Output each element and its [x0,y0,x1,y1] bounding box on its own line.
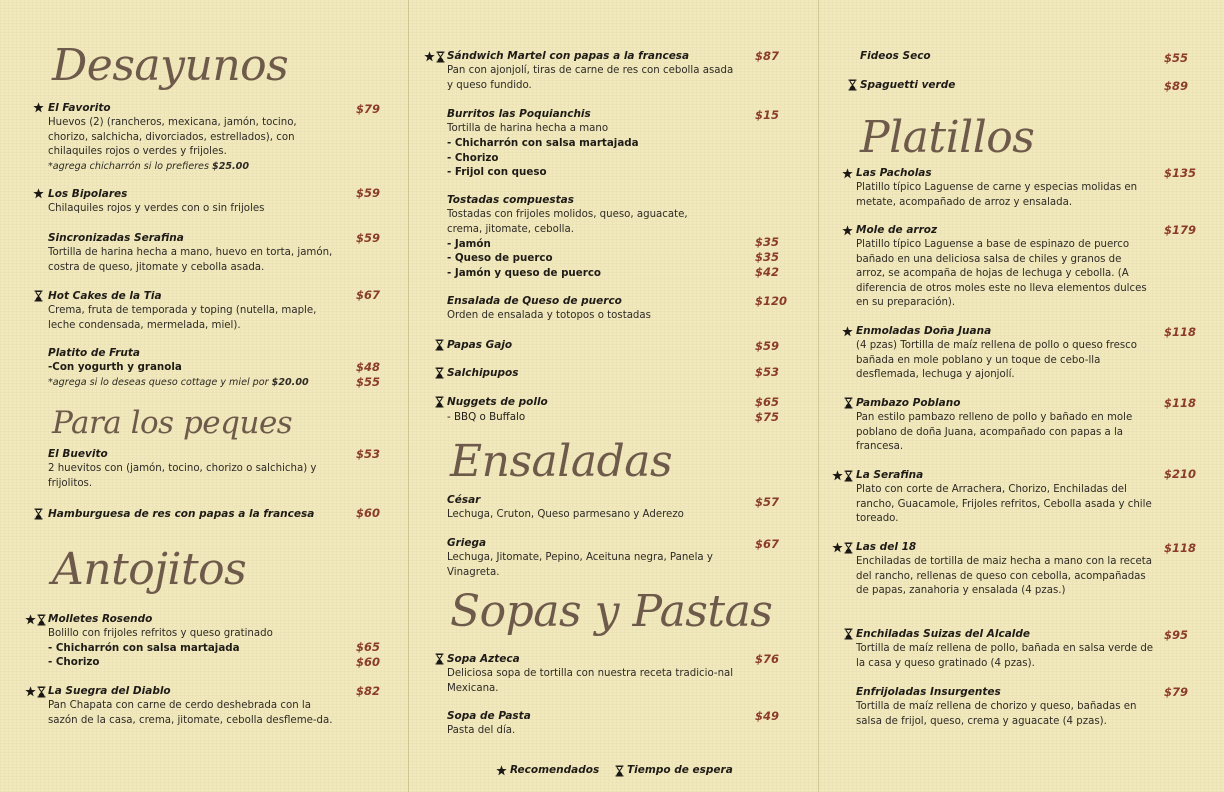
hourglass-icon [34,290,45,302]
item-description: Tortilla de harina hecha a mano [447,123,609,134]
item-price: $179 [1164,223,1197,237]
item-price: $89 [1164,79,1189,93]
item-price: $35 [755,235,780,249]
item-price: $42 [755,265,780,279]
star-icon [496,765,507,777]
item-price: $118 [1164,396,1197,410]
item-name-las-pacholas: Las Pacholas [856,167,932,179]
item-name-cesar: César [447,494,481,506]
item-price: $55 [1164,51,1189,65]
item-price: $67 [356,288,381,302]
item-name-spaguetti-verde: Spaguetti verde [860,79,956,91]
item-option: - Chicharrón con salsa martajada [447,137,639,149]
item-description: Pasta del día. [447,725,516,736]
item-name-pambazo-poblano: Pambazo Poblano [856,397,961,409]
item-name-hot-cakes: Hot Cakes de la Tia [48,290,162,302]
hourglass-icon [435,653,446,665]
item-option: - Jamón [447,238,491,250]
heading-platillos: Platillos [860,112,1035,163]
item-price: $60 [356,506,381,520]
item-description: Plato con corte de Arrachera, Chorizo, Enchiladas del rancho, Guacamole, Frijoles refritos, Cebolla asada y chile toreado. [856,484,1152,524]
hourglass-icon [37,614,48,626]
star-icon [25,686,36,698]
item-option: - Chorizo [48,656,100,668]
item-option: -Con yogurth y granola [48,361,182,373]
item-description: Chilaquiles rojos y verdes con o sin frijoles [48,203,265,214]
item-price: $79 [356,102,381,116]
item-price: $55 [356,375,381,389]
item-name-mole-de-arroz: Mole de arroz [856,224,938,236]
heading-ensaladas: Ensaladas [450,436,673,487]
item-price: $53 [755,365,780,379]
item-price: $75 [755,410,780,424]
fold-line-right [818,0,819,792]
item-name-papas-gajo: Papas Gajo [447,339,513,351]
item-option: - Frijol con queso [447,166,547,178]
hourglass-icon [844,628,855,640]
item-name-tostadas: Tostadas compuestas [447,194,574,206]
item-description: (4 pzas) Tortilla de maíz rellena de pollo o queso fresco bañada en mole poblano y un toque de cebo-lla desflemada, lechuga y ajonjolí. [856,340,1138,380]
item-price: $82 [356,684,381,698]
item-name-enfrijoladas: Enfrijoladas Insurgentes [856,686,1001,698]
item-name-la-serafina: La Serafina [856,469,924,481]
note-price: $25.00 [212,161,250,172]
item-name-la-suegra-del-diablo: La Suegra del Diablo [48,685,171,697]
item-price: $49 [755,709,780,723]
legend-recomendados: Recomendados [510,764,600,776]
item-description: Lechuga, Jitomate, Pepino, Aceituna negra, Panela y Vinagreta. [447,552,713,578]
item-name-hamburguesa: Hamburguesa de res con papas a la francesa [48,508,315,520]
item-description: Tortilla de maíz rellena de chorizo y queso, bañadas en salsa de frijol, queso, crema y aguacate (4 pzas). [856,701,1137,727]
item-note [48,376,309,390]
item-name-fideos-seco: Fideos Seco [860,50,931,62]
item-price: $60 [356,655,381,669]
item-name-el-favorito: El Favorito [48,102,111,114]
item-price: $79 [1164,685,1189,699]
item-price: $95 [1164,628,1189,642]
item-description: Pan con ajonjolí, tiras de carne de res con cebolla asada y queso fundido. [447,65,734,91]
item-description: Enchiladas de tortilla de maiz hecha a mano con la receta del rancho, rellenas de queso con cebolla, acompañadas de papas, zanahoria y ensalada (4 pzas.) [856,556,1153,596]
item-name-nuggets: Nuggets de pollo [447,396,548,408]
item-name-sopa-de-pasta: Sopa de Pasta [447,710,531,722]
hourglass-icon [436,51,447,63]
item-name-sandwich-martel: Sándwich Martel con papas a la francesa [447,50,690,62]
item-name-molletes: Molletes Rosendo [48,613,153,625]
item-price: $35 [755,250,780,264]
item-price: $65 [356,640,381,654]
hourglass-icon [848,79,859,91]
item-price: $76 [755,652,780,666]
item-description: Pan Chapata con carne de cerdo deshebrada con la sazón de la casa, crema, jitomate, cebolla desfleme-da. [48,700,333,726]
hourglass-icon [844,397,855,409]
item-description: Tortilla de maíz rellena de pollo, bañada en salsa verde de la casa y queso gratinado (4 pzas). [856,643,1154,669]
note-text: *agrega si lo deseas queso cottage y miel por [48,377,269,388]
item-price: $120 [755,294,788,308]
star-icon [424,51,435,63]
item-name-enchiladas-suizas: Enchiladas Suizas del Alcalde [856,628,1031,640]
item-price: $59 [356,231,381,245]
heading-sopas-y-pastas: Sopas y Pastas [450,586,773,637]
star-icon [33,102,44,114]
item-description: Bolillo con frijoles refritos y queso gratinado [48,628,273,639]
hourglass-icon [435,396,446,408]
note-text: *agrega chicharrón si lo prefieres [48,161,209,172]
item-name-el-buevito: El Buevito [48,448,108,460]
heading-para-los-peques: Para los peques [52,405,293,441]
item-price: $67 [755,537,780,551]
item-description: Platillo típico Laguense de carne y especias molidas en metate, acompañado de arroz y ensalada. [856,182,1138,208]
star-icon [25,614,36,626]
item-price: $87 [755,49,780,63]
star-icon [832,470,843,482]
item-name-platito-de-fruta: Platito de Fruta [48,347,140,359]
note-price: $20.00 [271,377,309,388]
star-icon [842,225,853,237]
item-price: $118 [1164,325,1197,339]
item-description: Huevos (2) (rancheros, mexicana, jamón, tocino, chorizo, salchicha, divorciados, estrellados), con chilaquiles rojos o verdes y frijoles. [48,117,297,157]
hourglass-icon [844,542,855,554]
item-option: - Chorizo [447,152,499,164]
item-description: Platillo típico Laguense a base de espinazo de puerco bañado en una deliciosa salsa de chiles y granos de arroz, se acompaña de hojas de lechuga y cebolla. (A diferencia de otros moles este no lleva elementos dulces en su preparación). [856,239,1147,308]
hourglass-icon [37,686,48,698]
star-icon [842,326,853,338]
item-name-los-bipolares: Los Bipolares [48,188,128,200]
item-option: - Jamón y queso de puerco [447,267,602,279]
item-price: $53 [356,447,381,461]
item-price: $118 [1164,541,1197,555]
item-price: $65 [755,395,780,409]
hourglass-icon [844,470,855,482]
item-name-burritos: Burritos las Poquianchis [447,108,591,120]
hourglass-icon [34,508,45,520]
item-price: $57 [755,495,780,509]
star-icon [33,188,44,200]
item-description: Lechuga, Cruton, Queso parmesano y Aderezo [447,509,684,520]
item-name-sincronizadas: Sincronizadas Serafina [48,232,184,244]
item-name-salchipupos: Salchipupos [447,367,519,379]
item-option: - Chicharrón con salsa martajada [48,642,240,654]
item-description: Deliciosa sopa de tortilla con nuestra receta tradicio-nal Mexicana. [447,668,734,694]
star-icon [832,542,843,554]
item-price: $59 [356,186,381,200]
hourglass-icon [615,765,626,777]
star-icon [842,168,853,180]
item-name-ensalada-queso: Ensalada de Queso de puerco [447,295,622,307]
item-note [48,160,249,174]
item-description: 2 huevitos con (jamón, tocino, chorizo o salchicha) y frijolitos. [48,463,317,489]
item-price: $59 [755,339,780,353]
item-name-enmoladas: Enmoladas Doña Juana [856,325,992,337]
item-description: Crema, fruta de temporada y toping (nutella, maple, leche condensada, mermelada, miel). [48,305,317,331]
heading-antojitos: Antojitos [52,544,247,595]
item-option: - Queso de puerco [447,252,553,264]
hourglass-icon [435,367,446,379]
item-name-griega: Griega [447,537,487,549]
item-description: Tortilla de harina hecha a mano, huevo en torta, jamón, costra de queso, jitomate y cebolla asada. [48,247,333,273]
item-price: $15 [755,108,780,122]
item-description: Pan estilo pambazo relleno de pollo y bañado en mole poblano de doña Juana, acompañado con papas a la francesa. [856,412,1133,452]
heading-desayunos: Desayunos [52,40,289,91]
item-price: $48 [356,360,381,374]
fold-line-left [408,0,409,792]
item-name-sopa-azteca: Sopa Azteca [447,653,520,665]
item-price: $210 [1164,467,1197,481]
item-name-las-del-18: Las del 18 [856,541,917,553]
legend-tiempo-de-espera: Tiempo de espera [627,764,733,776]
item-option: - BBQ o Buffalo [447,411,526,423]
item-description: Tostadas con frijoles molidos, queso, aguacate, crema, jitomate, cebolla. [447,209,688,235]
item-price: $135 [1164,166,1197,180]
item-description: Orden de ensalada y totopos o tostadas [447,310,651,321]
hourglass-icon [435,339,446,351]
